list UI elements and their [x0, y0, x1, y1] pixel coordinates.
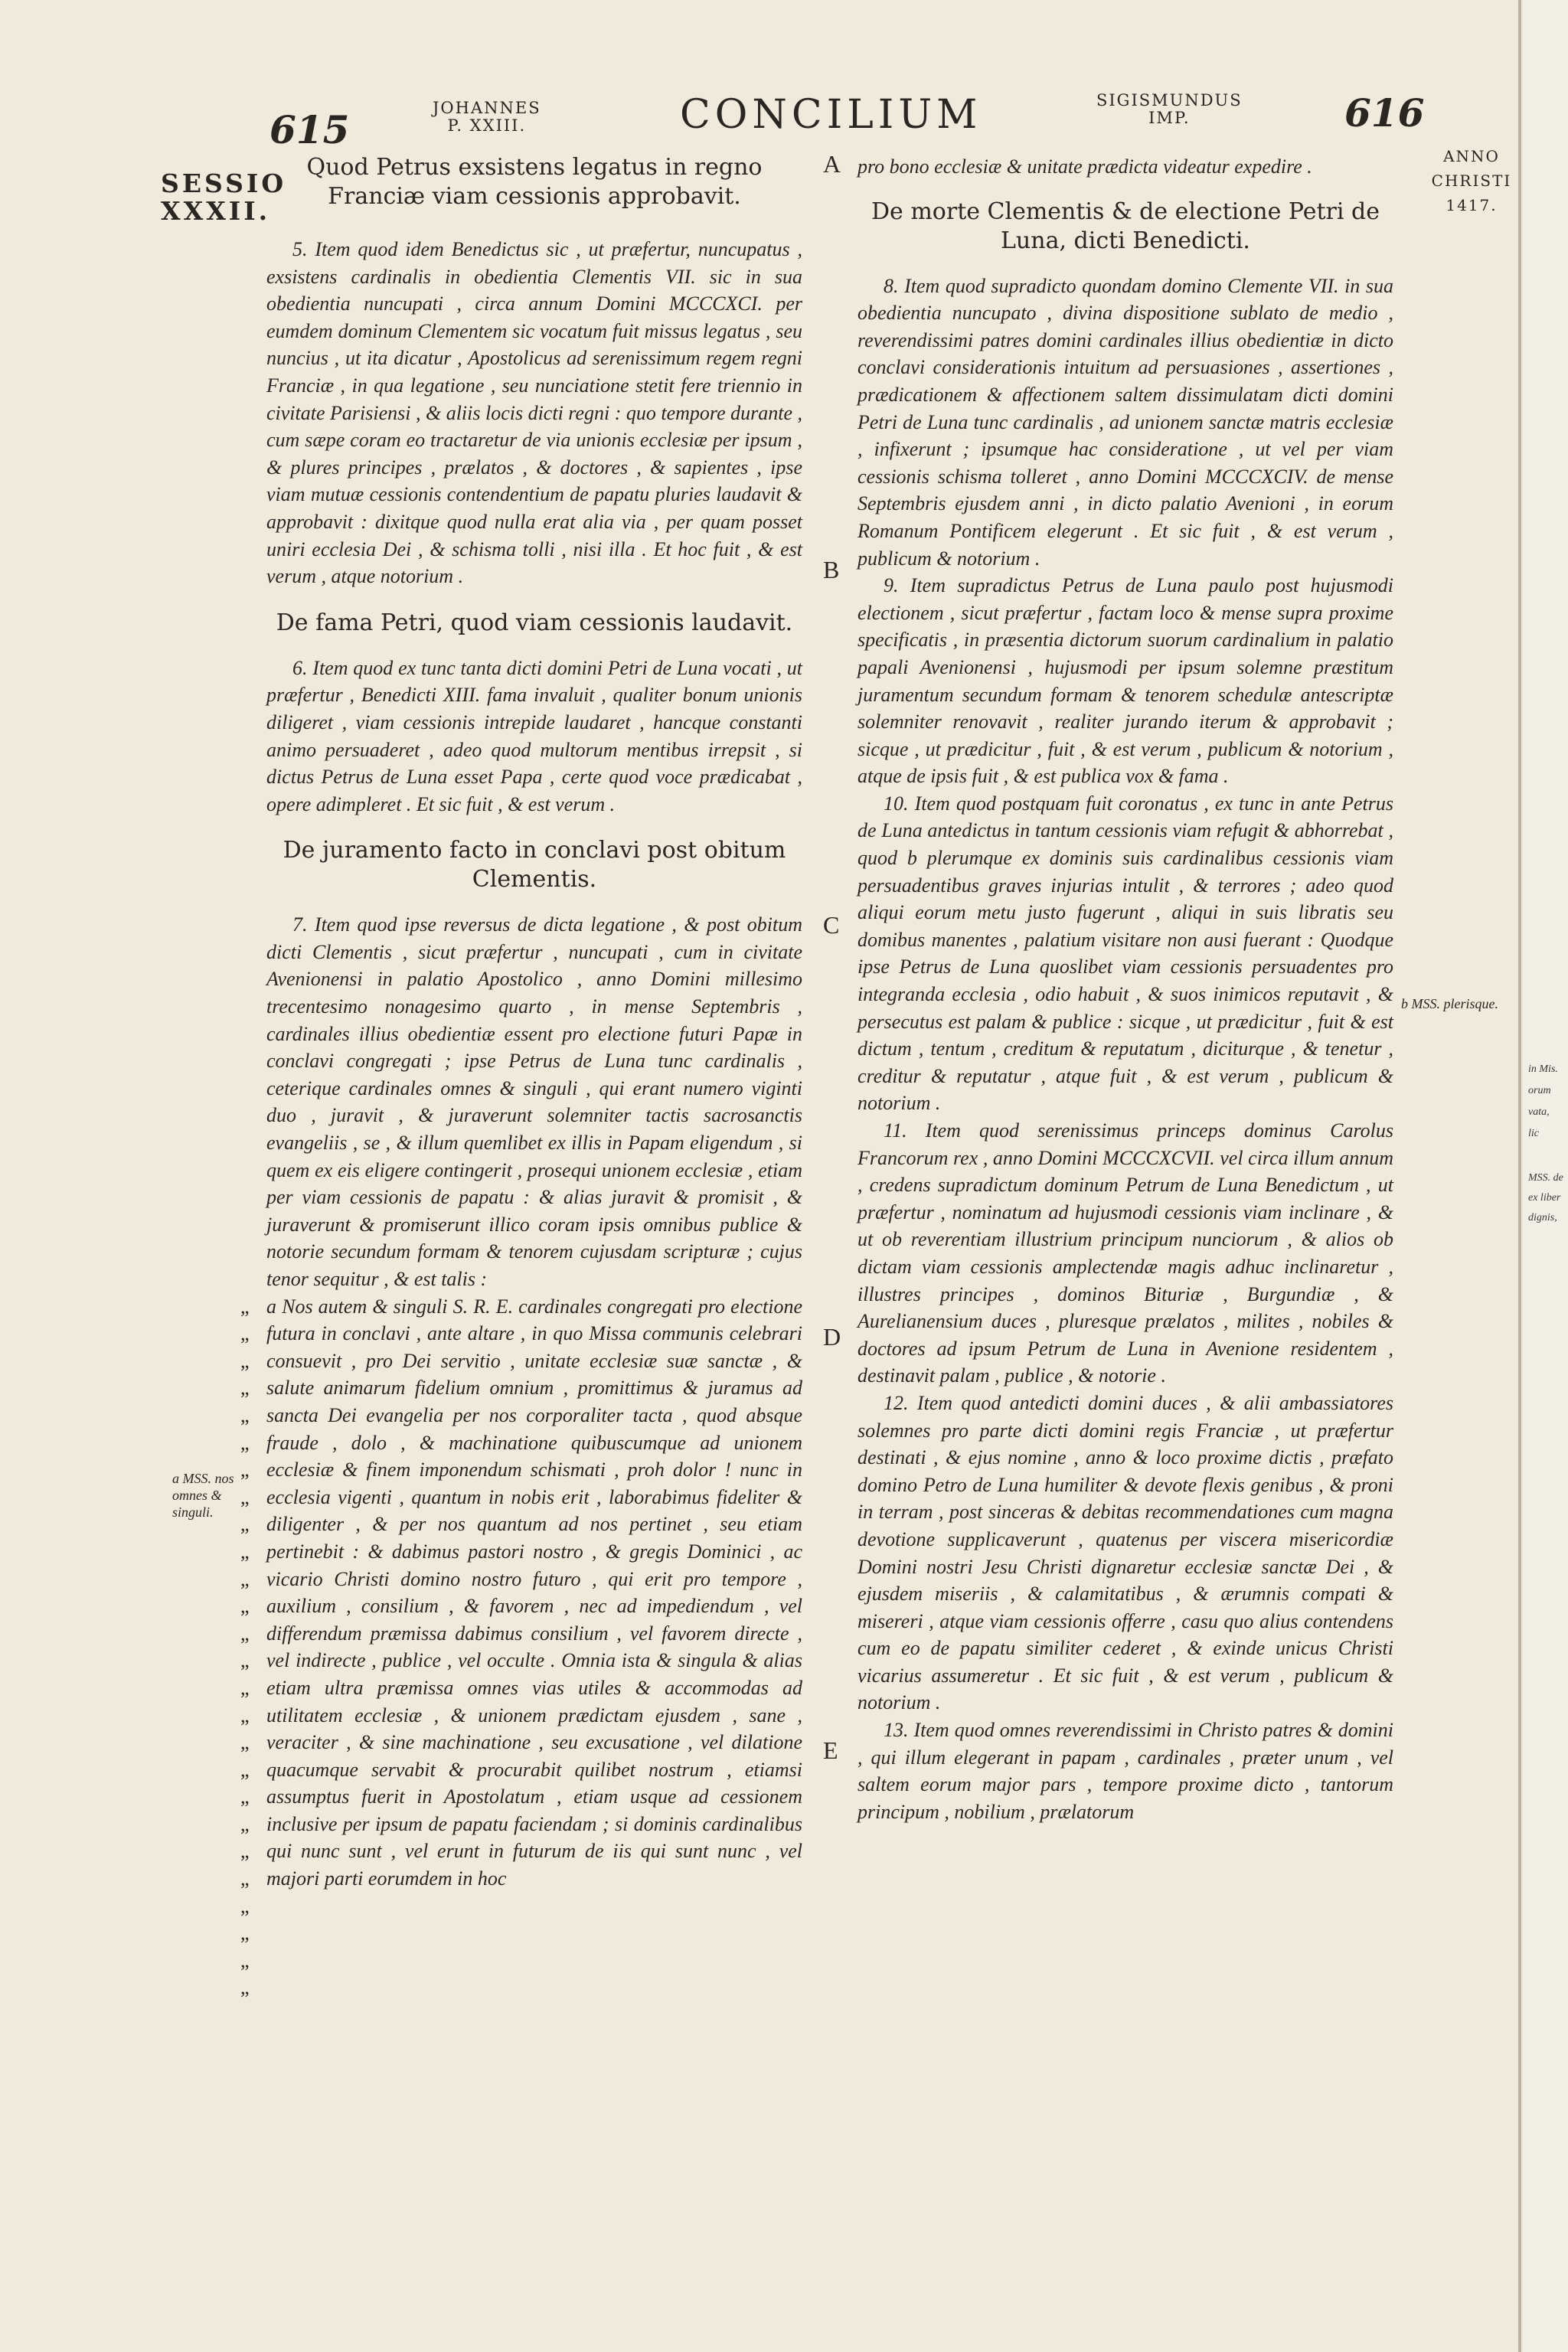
oath-quotation-block: [240, 1293, 802, 1999]
heading-de-juramento: De juramento facto in conclavi post obitum Clementis.: [283, 837, 786, 893]
running-head-right-line1: SIGISMUNDUS: [1096, 91, 1243, 109]
page-number-right: 616: [1344, 90, 1425, 136]
continued-text: pro bono ecclesiæ & unitate prædicta videatur expedire .: [858, 155, 1312, 178]
article-12: 12. Item quod antedicti domini duces , & alii ambassiatores solemnes pro parte dicti domini regis Franciæ , ut præfertur destinati , & ejus nomine , anno & loco proxime dictis , præfato domino Petro de Luna humiliter & devote flexis genibus , & proni in terram , post sinceras & debitas recommendationes cum magna devotione supplicaverunt , quatenus per viscera misericordiæ Domini nostri Jesu Christi dignaretur ecclesiæ sanctæ Dei , & ejusdem miseriis , & calamitatibus , & ærumnis compati & misereri , atque viam cessionis offerre , casu quo alius contendens cum eo de papatu similiter cederet , & exinde unicus Christi vicarius assumeretur . Et sic fuit , & est verum , publicum & notorium .: [858, 1391, 1393, 1714]
heading-petrus-legatus: Quod Petrus exsistens legatus in regno Franciæ viam cessionis approbavit.: [306, 154, 763, 210]
running-head-title: CONCILIUM: [680, 92, 982, 138]
section-letter-a: A: [823, 150, 841, 178]
left-column: [240, 153, 802, 1999]
quotation-margin-marks: „ „ „ „ „ „ „ „ „ „ „ „ „ „ „ „ „ „ „ „ „ „ „ „ „ „: [240, 1295, 250, 1999]
anno-year: 1417.: [1446, 196, 1498, 214]
edge-fragment: ex liber: [1528, 1192, 1561, 1204]
section-letter-c: C: [823, 911, 840, 939]
article-9: 9. Item supradictus Petrus de Luna paulo post hujusmodi electionem , sicut præfertur , factam loco & mense supra proxime specificatis , in præsentia dictorum suorum cardinalium in palatio papali Avenionensi , hujusmodi per ipsum solemne præstitum juramentum secundum formam & tenorem schedulæ antescriptæ solemniter renovavit , realiter jurando iterum & approbavit ; sicque , ut prædicitur , fuit , & est verum , publicum & notorium , atque de ipsis fuit , & est publica vox & fama .: [858, 574, 1393, 788]
anno-word: ANNO: [1443, 147, 1500, 165]
running-head-left-line2: P. XXIII.: [447, 116, 527, 135]
article-5: 5. Item quod idem Benedictus sic , ut præfertur, nuncupatus , exsistens cardinalis in obedientia Clementis VII. sic in sua obedientia nuncupati , circa annum Domini MCCCXCI. per eumdem dominum Clementem sic vocatum fuit missus legatus , seu nuncius , ut ita dicatur , Apostolicus ad serenissimum regem regni Franciæ , in qua legatione , seu nunciatione stetit fere triennio in civitate Parisiensi , & aliis locis dicti regni : quo tempore durante , cum sæpe coram eo tractaretur de via unionis ecclesiæ per ipsum , & plures principes , prælatos , & doctores , & sapientes , ipse viam mutuæ cessionis contendentium de papatu pluries laudavit & approbavit : dixitque quod nulla erat alia via , per quam posset uniri ecclesia Dei , & schisma tolli , nisi illa . Et hoc fuit , & est verum , atque notorium .: [266, 238, 802, 588]
running-head-left: [433, 100, 541, 135]
facing-page-edge: [1524, 0, 1568, 2352]
edge-fragment: dignis,: [1528, 1212, 1557, 1223]
right-column: [858, 153, 1393, 1825]
running-head-right-line2: IMP.: [1148, 109, 1191, 127]
anno-christi-margin: [1426, 144, 1517, 217]
section-letter-e: E: [823, 1736, 838, 1764]
side-note-b: b MSS. plerisque.: [1401, 996, 1498, 1011]
running-head-left-line1: JOHANNES: [433, 99, 541, 117]
edge-fragment: orum: [1528, 1085, 1551, 1096]
article-6: 6. Item quod ex tunc tanta dicti domini Petri de Luna vocati , ut præfertur , Benedicti XIII. fama invaluit , qualiter bonum unionis diligeret , viam cessionis intrepide laudaret , hancque constanti animo persuaderet , adeo quod multorum mentibus irrepsit , si dictus Petrus de Luna esset Papa , certe quod voce prædicabat , opere adimpleret . Et sic fuit , & est verum .: [266, 656, 802, 815]
edge-fragment: vata,: [1528, 1106, 1550, 1118]
sessio-number: XXXII.: [161, 196, 271, 226]
page-number-left: 615: [270, 107, 350, 152]
side-note-a: a MSS. nos omnes & singuli.: [172, 1471, 234, 1520]
section-letter-d: D: [823, 1323, 841, 1351]
edge-fragment: lic: [1528, 1128, 1539, 1139]
heading-de-morte-clementis: De morte Clementis & de electione Petri de Luna, dicti Benedicti.: [871, 198, 1380, 254]
article-13: 13. Item quod omnes reverendissimi in Christo patres & domini , qui illum elegerant in papam , cardinales , præter unum , vel saltem eorum major pars , tempore proxime dicto , tantorum principum , nobilium , prælatorum: [858, 1719, 1393, 1823]
running-head-right: [1096, 92, 1243, 127]
edge-fragment: MSS. de: [1528, 1172, 1563, 1184]
article-8: 8. Item quod supradicto quondam domino Clemente VII. in sua obedientia nuncupato , divina dispositione sublato de medio , reverendissimi patres domini cardinales illius obedientiæ in dicto conclavi considerationis intuitum ad persuasiones , assertiones , prædicationem & affectionem saltem dissimulatam dicti domini Petri de Luna tunc cardinalis , ad unionem sanctæ matris ecclesiæ , infixerunt ; ipsumque hac consideratione , ut vel per viam cessionis schisma tolleret , anno Domini MCCCXCIV. de mense Septembris ejusdem anni , in dicto palatio Avenioni , in eorum Romanum Pontificem elegerunt . Et sic fuit , & est verum , publicum & notorium .: [858, 274, 1393, 570]
edge-fragment: in Mis.: [1528, 1063, 1558, 1075]
oath-quotation: a Nos autem & singuli S. R. E. cardinales congregati pro electione futura in conclavi , ante altare , in quo Missa communis celebrari consuevit , pro Dei servitio , unitate ecclesiæ suæ sanctæ , & salute animarum fidelium omnium , promittimus & juramus ad sancta Dei evangelia per nos corporaliter tacta , quod absque fraude , dolo , & machinatione quibuscumque ad unionem ecclesiæ & finem imponendum schismati , proh dolor ! nunc in ecclesia vigenti , quantum in nobis erit , laborabimus fideliter & diligenter , & per nos quantum ad nos pertinet , seu etiam pertinebit : & dabimus pastori nostro , & gregis Dominici , ac vicario Christi domino nostro futuro , qui erit pro tempore , auxilium , consilium , & favorem , nec ad impediendum , vel differendum præmissa dabimus consilium , vel favorem directe , vel indirecte , publice , vel occulte . Omnia ista & singula & alias etiam ultra præmissa omnes vias utiles & accommodas ad utilitatem ecclesiæ , & unionem prædictam ejusdem , sane , veraciter , & sine machinatione , seu excusatione , vel dilatione quacumque servabit & procurabit quilibet nostrum , etiamsi assumptus fuerit in Apostolatum , etiam usque ad cessionem inclusive per ipsum de papatu faciendam ; si dominis cardinalibus qui nunc sunt , vel erunt in futurum de iis qui sunt nunc , vel majori parti eorumdem in hoc: [266, 1295, 802, 1890]
christi-word: CHRISTI: [1431, 172, 1512, 190]
article-10: 10. Item quod postquam fuit coronatus , ex tunc in ante Petrus de Luna antedictus in tantum cessionis viam refugit & abhorrebat , quod b plerumque ex dominis suis cardinalibus cessionis viam persuadentibus graves injurias intulit , & terrores ; adeo quod aliqui eorum metu justo fugerunt , aliqui in suis libratis seu domibus manentes , palatium visitare non ausi fuerant : Quodque ipse Petrus de Luna quoslibet viam cessionis persuadentes pro integranda ecclesia , odio habuit , & suos inimicos reputavit , & persecutus est palam & publice : sicque , ut prædicitur , fuit & est dictum , tentum , creditum & reputatum , diciturque , & tenetur , creditur & reputatur , atque fuit , & est verum , publicum & notorium .: [858, 792, 1393, 1115]
article-11: 11. Item quod serenissimus princeps dominus Carolus Francorum rex , anno Domini MCCCXCVII. vel circa illum annum , credens supradictum dominum Petrum de Luna Benedictum , ut præfertur , nominatum ad hujusmodi cessionis viam inclinare , & ut ob reverentiam illustrium principum nunciorum , & alios ob dictam viam cessionis amplectendæ magis adhuc inclinaretur , illustres principes , dominos Bituriæ , Burgundiæ , & Aurelianensium duces , pluresque prælatos , milites , nobiles & doctores ad ipsum Petrum de Luna in Avenione residentem , destinavit palam , publice , & notorie .: [858, 1119, 1393, 1387]
sessio-word: SESSIO: [161, 168, 287, 198]
heading-de-fama-petri: De fama Petri, quod viam cessionis laudavit.: [276, 609, 793, 636]
section-letter-b: B: [823, 556, 840, 583]
article-7: 7. Item quod ipse reversus de dicta legatione , & post obitum dicti Clementis , sicut præfertur , nuncupati , cum in civitate Avenionensi in palatio Apostolico , anno Domini millesimo trecentesimo nonagesimo quarto , in mense Septembris , cardinales illius obedientiæ essent pro electione futuri Papæ in conclavi congregati ; ipse Petrus de Luna tunc cardinalis , ceterique cardinales omnes & singuli , qui erant numero viginti duo , juravit , & juraverunt solemniter tactis sacrosanctis evangeliis , se , & illum quemlibet ex illis in Papam eligendum , si quem ex eis eligere contingerit , prosequi unionem ecclesiæ , etiam per viam cessionis de papatu : & alias juravit & promisit , & juraverunt & promiserunt illico coram ipsis omnibus publice & notorie secundum formam & tenorem cujusdam scripturæ ; cujus tenor sequitur , & est talis :: [266, 913, 802, 1290]
